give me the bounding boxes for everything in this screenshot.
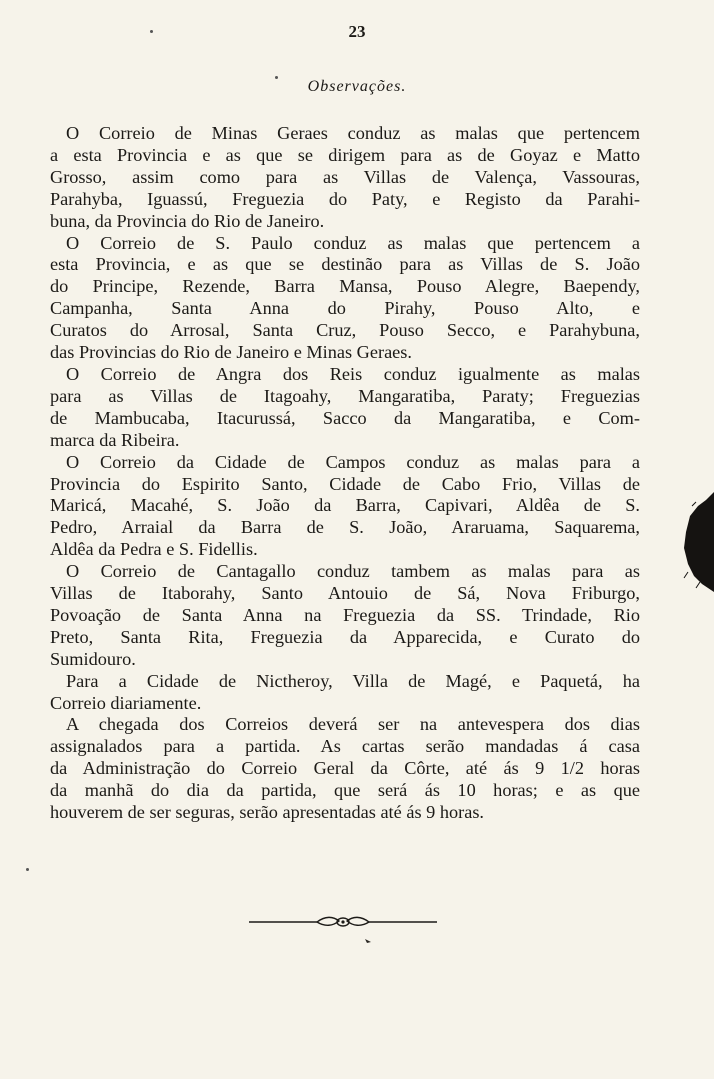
text-line: assignalados para a partida. As cartas serão mandadas á casa: [50, 736, 640, 757]
paragraph-chegada: [50, 714, 640, 824]
page-number: 23: [348, 22, 366, 41]
text-line: Maricá, Macahé, S. João da Barra, Capivari, Aldêa de S.: [50, 495, 640, 516]
ink-dot: [275, 76, 278, 79]
text-line: O Correio de Minas Geraes conduz as malas que pertencem: [66, 123, 640, 143]
ink-dot: [26, 868, 29, 871]
paragraph-minas-geraes: [50, 123, 640, 233]
text-line: do Principe, Rezende, Barra Mansa, Pouso Alegre, Baependy,: [50, 276, 640, 297]
text-line: das Provincias do Rio de Janeiro e Minas Geraes.: [50, 342, 412, 363]
text-line: A chegada dos Correios deverá ser na antevespera dos dias: [66, 714, 640, 735]
text-line: Aldêa da Pedra e S. Fidellis.: [50, 539, 258, 560]
paragraph-nictheroy: [50, 671, 640, 715]
ink-dot: [150, 30, 153, 33]
paragraph-sao-paulo: [50, 233, 640, 364]
text-line: Villas de Itaborahy, Santo Antouio de Sá, Nova Friburgo,: [50, 583, 640, 604]
text-line: para as Villas de Itagoahy, Mangaratiba, Paraty; Freguezias: [50, 385, 640, 406]
text-line: esta Provincia, e as que se destinão para as Villas de S. João: [50, 254, 640, 275]
text-line: Povoação de Santa Anna na Freguezia da SS. Trindade, Rio: [50, 604, 640, 625]
ink-blot-margin: [676, 492, 714, 592]
section-title: Observações.: [307, 78, 407, 95]
text-line: buna, da Provincia do Rio de Janeiro.: [50, 210, 325, 231]
text-line: da manhã do dia da partida, que será ás 10 horas; e as que: [50, 780, 640, 801]
text-line: Curatos do Arrosal, Santa Cruz, Pouso Secco, e Parahybuna,: [50, 320, 640, 341]
text-line: Pedro, Arraial da Barra de S. João, Araruama, Saquarema,: [50, 517, 640, 538]
text-line: marca da Ribeira.: [50, 429, 180, 450]
text-line: Campanha, Santa Anna do Pirahy, Pouso Alto, e: [50, 298, 640, 319]
paragraph-angra-dos-reis: [50, 364, 640, 452]
text-line: da Administração do Correio Geral da Côrte, até ás 9 1/2 horas: [50, 758, 640, 779]
text-line: O Correio de Angra dos Reis conduz igualmente as malas: [66, 363, 640, 384]
ornament-divider: [247, 910, 439, 934]
text-line: a esta Provincia e as que se dirigem para as de Goyaz e Matto: [50, 144, 640, 165]
text-line: Grosso, assim como para as Villas de Valença, Vassouras,: [50, 166, 640, 187]
text-line: Parahyba, Iguassú, Freguezia do Paty, e Registo da Parahi-: [50, 188, 640, 209]
paragraph-campos: [50, 452, 640, 562]
text-line: Sumidouro.: [50, 648, 136, 669]
text-line: Preto, Santa Rita, Freguezia da Apparecida, e Curato do: [50, 626, 640, 647]
text-line: Correio diariamente.: [50, 692, 202, 713]
text-line: houverem de ser seguras, serão apresentadas até ás 9 horas.: [50, 802, 485, 823]
text-line: Para a Cidade de Nictheroy, Villa de Magé, e Paquetá, ha: [66, 670, 640, 691]
text-line: Provincia do Espirito Santo, Cidade de Cabo Frio, Villas de: [50, 473, 640, 494]
text-line: O Correio de Cantagallo conduz tambem as malas para as: [66, 561, 640, 582]
text-line: O Correio de S. Paulo conduz as malas que pertencem a: [66, 232, 640, 253]
text-line: O Correio da Cidade de Campos conduz as malas para a: [66, 451, 640, 472]
ink-speck: [364, 938, 374, 944]
text-line: de Mambucaba, Itacurussá, Sacco da Mangaratiba, e Com-: [50, 407, 640, 428]
paragraph-cantagallo: [50, 561, 640, 671]
text-body: [50, 123, 640, 824]
